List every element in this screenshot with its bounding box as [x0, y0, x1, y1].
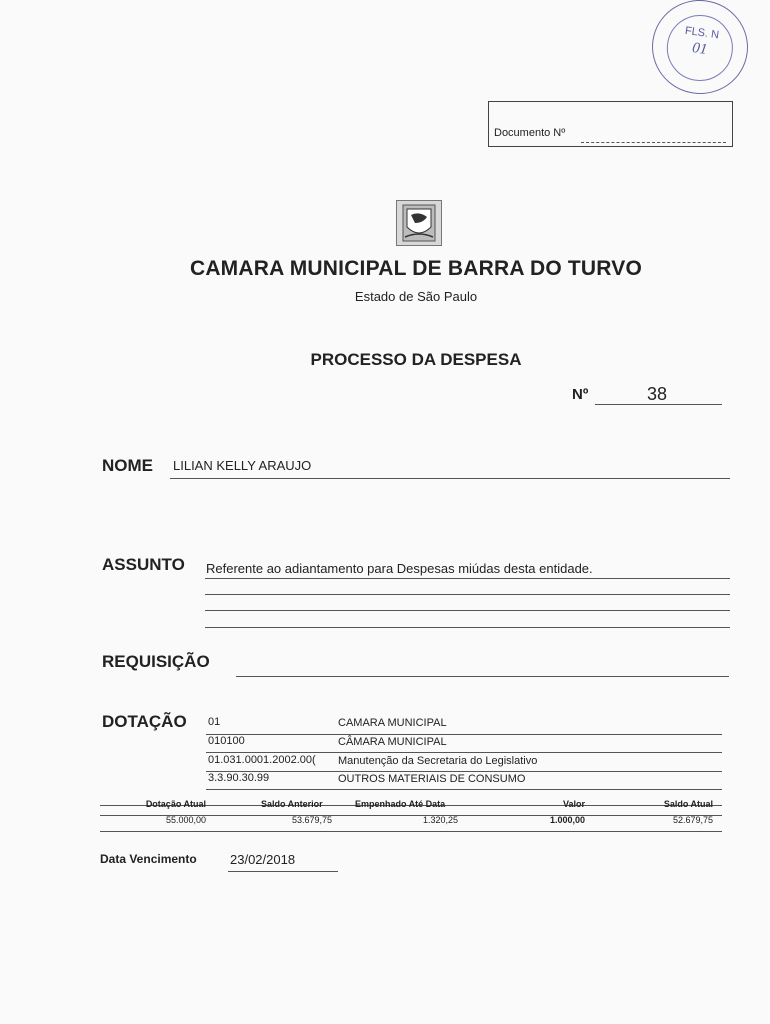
stamp-label: FLS. N — [684, 24, 720, 42]
dotacao-desc-4: OUTROS MATERIAIS DE CONSUMO — [338, 773, 526, 785]
nome-line — [170, 478, 730, 479]
header-valor: Valor — [562, 799, 585, 809]
page-subtitle: Estado de São Paulo — [354, 289, 478, 304]
dotacao-label: DOTAÇÃO — [102, 712, 187, 731]
document-number-label: Documento Nº — [494, 127, 566, 139]
value-saldo-anterior: 53.679,75 — [291, 815, 332, 825]
process-heading: PROCESSO DA DESPESA — [310, 350, 522, 369]
dotacao-code-2: 010100 — [208, 735, 245, 747]
header-saldo-atual: Saldo Atual — [663, 799, 713, 809]
header-empenhado: Empenhado Até Data — [355, 799, 446, 809]
dotacao-desc-1: CAMARA MUNICIPAL — [338, 717, 447, 729]
value-valor: 1.000,00 — [549, 815, 585, 825]
header-saldo-anterior: Saldo Anterior — [261, 799, 323, 809]
budget-table-bottom-rule — [100, 831, 722, 832]
nome-label: NOME — [102, 456, 153, 475]
requisicao-line — [236, 676, 729, 677]
dotacao-line-3 — [206, 771, 722, 772]
document-number-box — [488, 101, 733, 147]
document-number-line — [581, 142, 726, 143]
process-number-line — [595, 404, 722, 405]
dotacao-line-4 — [206, 789, 722, 790]
dotacao-code-4: 3.3.90.30.99 — [208, 772, 270, 784]
assunto-value: Referente ao adiantamento para Despesas miúdas desta entidade. — [206, 561, 593, 576]
vencimento-label: Data Vencimento — [100, 852, 197, 866]
page-title: CAMARA MUNICIPAL DE BARRA DO TURVO — [189, 257, 643, 280]
official-stamp — [646, 0, 754, 100]
value-empenhado: 1.320,25 — [422, 815, 458, 825]
dotacao-code-3: 01.031.0001.2002.00( — [208, 754, 316, 766]
process-number-label: Nº — [572, 386, 589, 403]
nome-value: LILIAN KELLY ARAUJO — [173, 458, 312, 473]
dotacao-code-1: 01 — [208, 716, 221, 728]
vencimento-value: 23/02/2018 — [230, 852, 296, 867]
assunto-line-4 — [205, 627, 730, 628]
stamp-number: 01 — [691, 40, 709, 58]
dotacao-desc-3: Manutenção da Secretaria do Legislativo — [338, 755, 538, 767]
requisicao-label: REQUISIÇÃO — [102, 652, 210, 671]
coat-of-arms-icon — [396, 200, 442, 246]
assunto-line-1 — [205, 578, 730, 579]
assunto-line-3 — [205, 610, 730, 611]
dotacao-desc-2: CÂMARA MUNICIPAL — [338, 736, 447, 748]
header-dotacao-atual: Dotação Atual — [145, 799, 206, 809]
value-saldo-atual: 52.679,75 — [672, 815, 713, 825]
assunto-label: ASSUNTO — [102, 555, 185, 574]
assunto-line-2 — [205, 594, 730, 595]
dotacao-line-1 — [206, 734, 722, 735]
vencimento-line — [228, 871, 338, 872]
dotacao-line-2 — [206, 752, 722, 753]
value-dotacao-atual: 55.000,00 — [165, 815, 206, 825]
process-number-value: 38 — [646, 384, 668, 404]
